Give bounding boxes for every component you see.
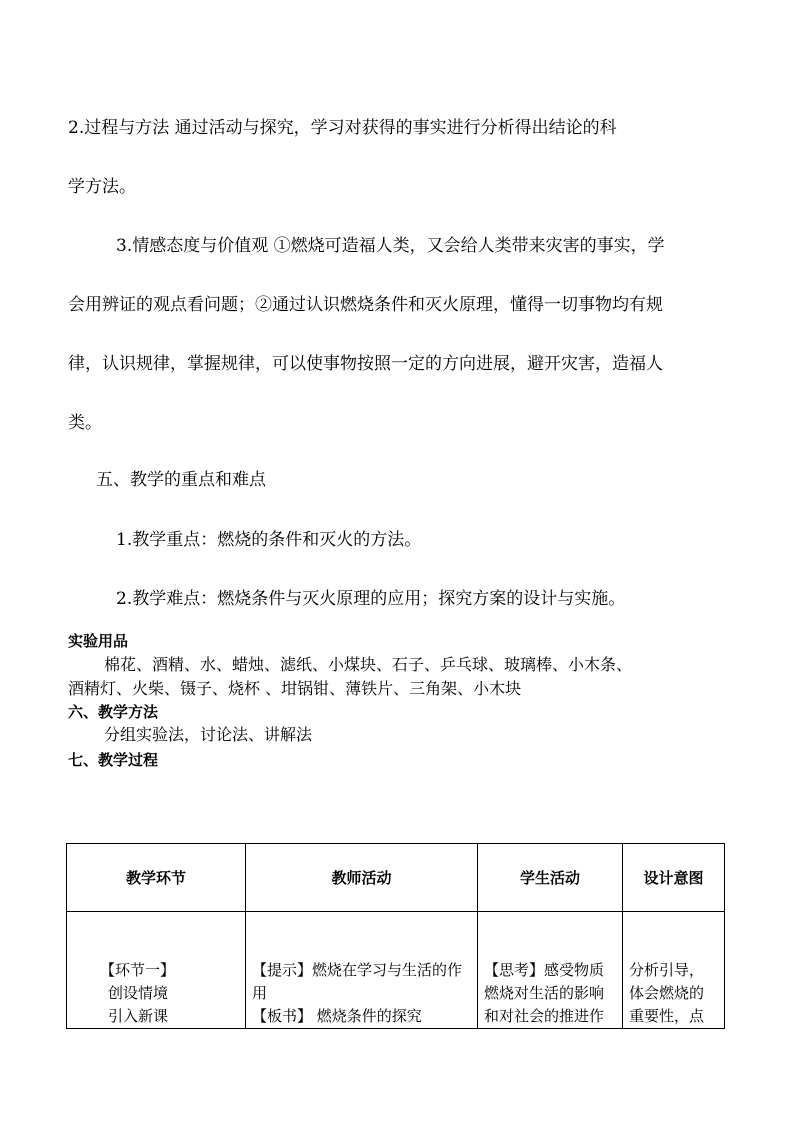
materials-line-2: 酒精灯、火柴、镊子、烧杯 、坩锅钳、薄铁片、三角架、小木块 (68, 679, 522, 698)
table-row (67, 912, 725, 1029)
section-6-heading: 六、教学方法 (68, 703, 159, 721)
teacher-activity-line-2: 用 (252, 984, 268, 1002)
materials-line-1: 棉花、酒精、水、蜡烛、滤纸、小煤块、石子、乒乓球、玻璃棒、小木条、 (104, 655, 633, 674)
materials-heading: 实验用品 (68, 632, 129, 650)
teacher-activity-line-3: 【板书】 燃烧条件的探究 (252, 1007, 422, 1025)
process-method-line-1: 2.过程与方法 通过活动与探究，学习对获得的事实进行分析得出结论的科 (68, 118, 617, 138)
design-intent-cell (623, 912, 725, 1029)
teaching-difficulty: 2.教学难点：燃烧条件与灭火原理的应用；探究方案的设计与实施。 (116, 589, 626, 609)
stage-cell (67, 912, 246, 1029)
stage-subtitle-1: 创设情境 (108, 984, 169, 1002)
design-intent-line-1: 分析引导， (629, 961, 705, 979)
design-intent-line-2: 体会燃烧的 (629, 984, 705, 1002)
teaching-key-point: 1.教学重点：燃烧的条件和灭火的方法。 (116, 530, 422, 550)
emotion-values-line-3: 律，认识规律，掌握规律，可以使事物按照一定的方向进展，避开灾害，造福人 (68, 354, 663, 374)
table-header-row (67, 844, 725, 912)
header-teacher-activity: 教师活动 (246, 844, 478, 912)
header-stage: 教学环节 (67, 844, 246, 912)
student-activity-line-2: 燃烧对生活的影响 (484, 984, 605, 1002)
teaching-methods-text: 分组实验法，讨论法、讲解法 (104, 725, 313, 744)
student-activity-cell (478, 912, 623, 1029)
process-method-line-2: 学方法。 (68, 177, 136, 197)
section-5-heading: 五、教学的重点和难点 (96, 470, 266, 490)
header-student-activity: 学生活动 (478, 844, 623, 912)
stage-label: 【环节一】 (100, 961, 176, 979)
student-activity-line-3: 和对社会的推进作 (484, 1007, 605, 1025)
teacher-activity-line-1: 【提示】燃烧在学习与生活的作 (252, 961, 463, 979)
stage-subtitle-2: 引入新课 (108, 1007, 169, 1025)
header-design-intent: 设计意图 (623, 844, 725, 912)
teaching-process-table (66, 843, 725, 1029)
teacher-activity-cell (246, 912, 478, 1029)
design-intent-line-3: 重要性，点 (629, 1007, 705, 1025)
emotion-values-line-4: 类。 (68, 413, 102, 433)
emotion-values-line-1: 3.情感态度与价值观 ①燃烧可造福人类，又会给人类带来灾害的事实，学 (116, 236, 665, 256)
emotion-values-line-2: 会用辨证的观点看问题；②通过认识燃烧条件和灭火原理，懂得一切事物均有规 (68, 295, 663, 315)
section-7-heading: 七、教学过程 (68, 751, 159, 769)
student-activity-line-1: 【思考】感受物质 (484, 961, 605, 979)
